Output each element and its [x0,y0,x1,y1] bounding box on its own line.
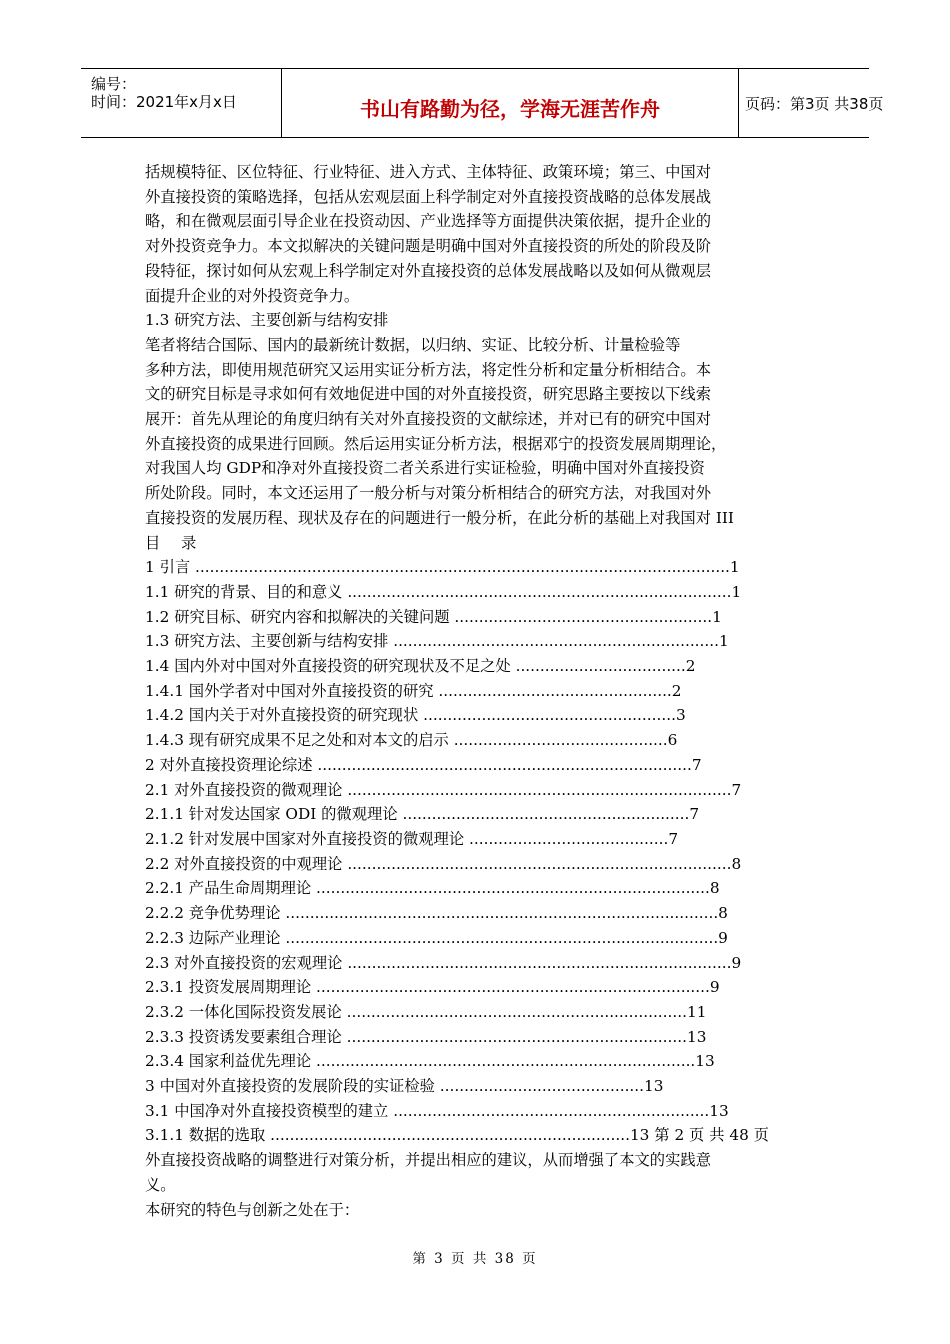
toc-item[interactable]: 2.1 对外直接投资的微观理论 ...............................................................................7 [145,780,742,799]
body-line: 对外投资竞争力。本文拟解决的关键问题是明确中国对外直接投资的所处的阶段及阶 [145,237,711,256]
toc-item[interactable]: 2 对外直接投资理论综述 .............................................................................7 [145,755,702,774]
document-number-label: 编号： [91,75,137,93]
body-line: 外直接投资战略的调整进行对策分析，并提出相应的建议，从而增强了本文的实践意 [145,1151,711,1170]
header-page-cell [739,69,884,137]
body-line: 义。 [145,1175,176,1194]
body-line: 直接投资的发展历程、现状及存在的问题进行一般分析，在此分析的基础上对我国对 III [145,508,734,527]
toc-item[interactable]: 2.3.2 一体化国际投资发展论 ......................................................................11 [145,1002,707,1021]
body-line: 展开：首先从理论的角度归纳有关对外直接投资的文献综述，并对已有的研究中国对 [145,410,711,429]
page-footer: 第 3 页 共 38 页 [412,1251,538,1267]
toc-item[interactable]: 1.4 国内外对中国对外直接投资的研究现状及不足之处 ...................................2 [145,657,696,676]
body-line: 所处阶段。同时，本文还运用了一般分析与对策分析相结合的研究方法，对我国对外 [145,484,711,503]
body-line: 段特征，探讨如何从宏观上科学制定对外直接投资的总体发展战略以及如何从微观层 [145,261,711,280]
body-line: 外直接投资的策略选择，包括从宏观层面上科学制定对外直接投资战略的总体发展战 [145,187,711,206]
body-line: 面提升企业的对外投资竞争力。 [145,286,360,305]
body-line: 文的研究目标是寻求如何有效地促进中国的对外直接投资，研究思路主要按以下线索 [145,385,711,404]
toc-item[interactable]: 2.1.1 针对发达国家 ODI 的微观理论 ...........................................................7 [145,805,700,824]
body-line: 多种方法，即使用规范研究又运用实证分析方法，将定性分析和定量分析相结合。本 [145,360,711,379]
section-heading: 1.3 研究方法、主要创新与结构安排 [145,311,389,330]
toc-item[interactable]: 2.3.4 国家利益优先理论 ..............................................................................13 [145,1052,715,1071]
header-meta-cell [81,69,281,137]
body-line: 括规模特征、区位特征、行业特征、进入方式、主体特征、政策环境；第三、中国对 [145,163,711,181]
toc-item[interactable]: 2.2.2 竞争优势理论 .........................................................................................8 [145,904,728,923]
document-date-label: 时间：2021年x月x日 [91,93,237,111]
body-line: 笔者将结合国际、国内的最新统计数据，以归纳、实证、比较分析、计量检验等 [145,335,681,354]
toc-item[interactable]: 1 引言 ..............................................................................................................1 [145,558,740,577]
header-page-label: 页码：第3页 共38页 [745,95,884,113]
table-of-contents [145,531,805,1149]
toc-item[interactable]: 2.2.1 产品生命周期理论 .................................................................................8 [145,879,720,898]
body-paragraphs-bottom [145,1148,805,1222]
toc-item[interactable]: 1.4.2 国内关于对外直接投资的研究现状 ....................................................3 [145,706,686,725]
toc-item[interactable]: 3.1 中国净对外直接投资模型的建立 .................................................................13 [145,1101,729,1120]
header-motto: 书山有路勤为径，学海无涯苦作舟 [360,97,660,121]
toc-item[interactable]: 3 中国对外直接投资的发展阶段的实证检验 ..........................................13 [145,1077,664,1096]
toc-item[interactable]: 2.3.3 投资诱发要素组合理论 ......................................................................13 [145,1027,707,1046]
toc-item[interactable]: 2.1.2 针对发展中国家对外直接投资的微观理论 .........................................7 [145,829,679,848]
document-body [145,160,805,1222]
body-line: 外直接投资的成果进行回顾。然后运用实证分析方法，根据邓宁的投资发展周期理论， [145,434,727,453]
body-line: 对我国人均 GDP和净对外直接投资二者关系进行实证检验，明确中国对外直接投资 [145,459,705,478]
body-paragraphs-top [145,160,805,531]
toc-item[interactable]: 2.2 对外直接投资的中观理论 ...............................................................................8 [145,854,742,873]
toc-item[interactable]: 2.3 对外直接投资的宏观理论 ...............................................................................9 [145,953,742,972]
body-line: 本研究的特色与创新之处在于： [145,1200,360,1219]
toc-item[interactable]: 1.4.3 现有研究成果不足之处和对本文的启示 ............................................6 [145,731,678,750]
body-line: 略，和在微观层面引导企业在投资动因、产业选择等方面提供决策依据，提升企业的 [145,212,711,231]
toc-item[interactable]: 2.3.1 投资发展周期理论 .................................................................................9 [145,978,720,997]
page-header [81,68,884,138]
toc-heading: 目 录 [145,533,205,552]
toc-item[interactable]: 1.2 研究目标、研究内容和拟解决的关键问题 .....................................................1 [145,607,722,626]
toc-item[interactable]: 1.3 研究方法、主要创新与结构安排 ...................................................................1 [145,632,729,651]
toc-item[interactable]: 1.4.1 国外学者对中国对外直接投资的研究 ................................................2 [145,681,682,700]
header-motto-cell [281,69,739,137]
toc-item[interactable]: 3.1.1 数据的选取 ..........................................................................13 第 2 页 共 48 页 [145,1126,769,1145]
toc-item[interactable]: 2.2.3 边际产业理论 .........................................................................................9 [145,928,728,947]
toc-item[interactable]: 1.1 研究的背景、目的和意义 ...............................................................................1 [145,582,742,601]
